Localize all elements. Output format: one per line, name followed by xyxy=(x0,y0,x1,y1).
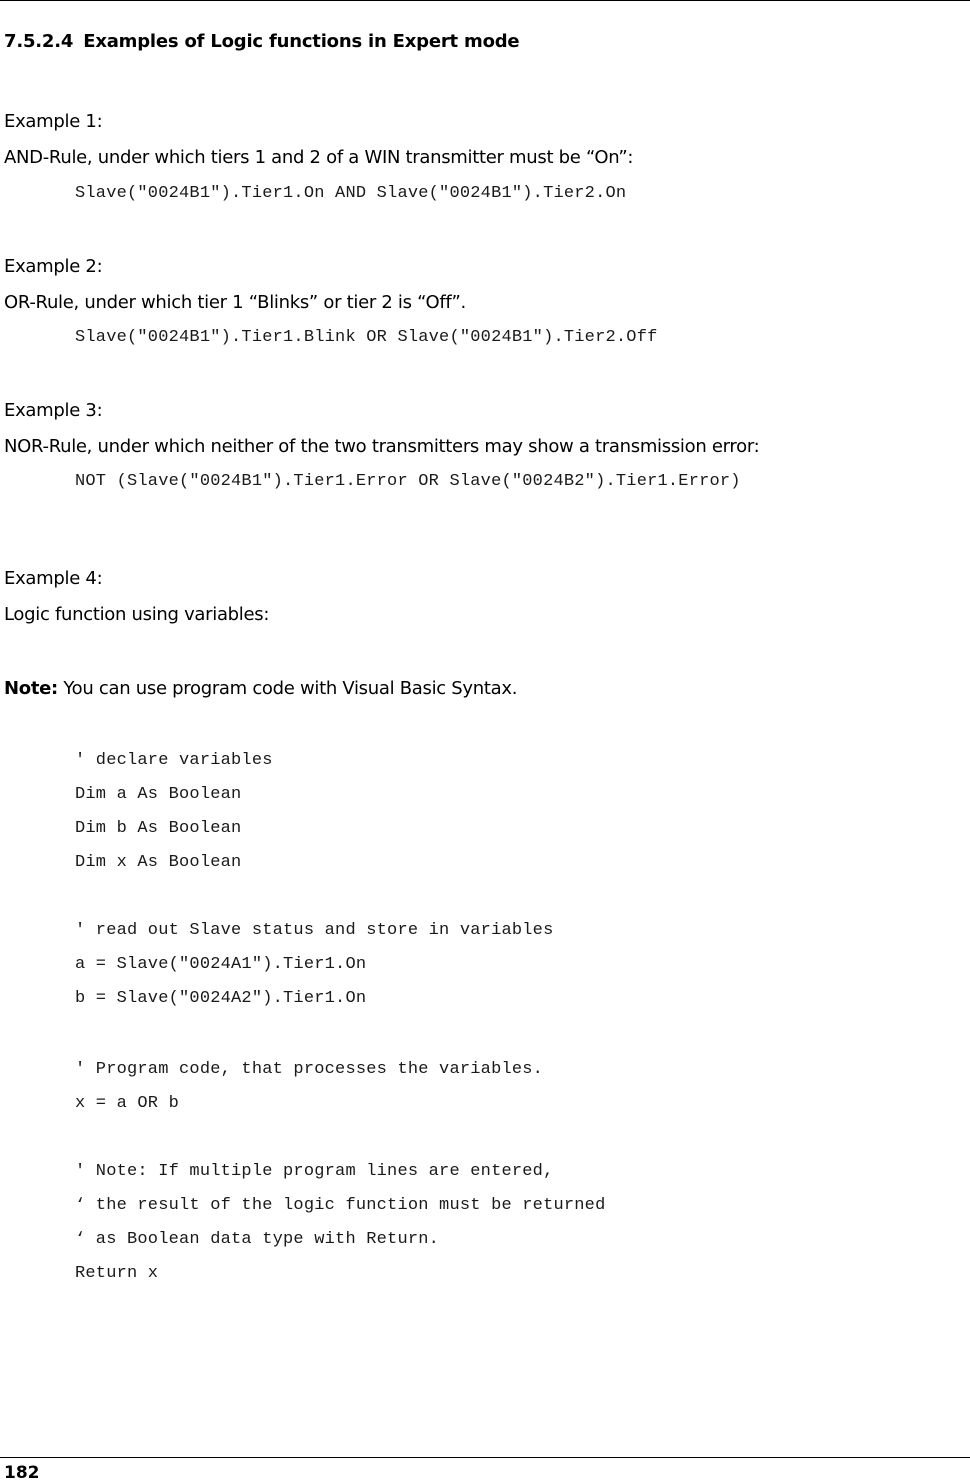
example-3-code: NOT (Slave("0024B1").Tier1.Error OR Slave("0024B2").Tier1.Error) xyxy=(75,472,741,491)
code-line: a = Slave("0024A1").Tier1.On xyxy=(75,955,367,974)
example-2-code: Slave("0024B1").Tier1.Blink OR Slave("0024B1").Tier2.Off xyxy=(75,328,658,347)
example-2-label: Example 2: xyxy=(4,256,103,277)
bottom-rule xyxy=(0,1457,970,1458)
note-text: You can use program code with Visual Basic Syntax. xyxy=(57,678,518,699)
code-line: x = a OR b xyxy=(75,1094,180,1113)
example-4-description: Logic function using variables: xyxy=(4,604,270,625)
example-3-description: NOR-Rule, under which neither of the two transmitters may show a transmission error: xyxy=(4,436,760,457)
code-line: ' read out Slave status and store in variables xyxy=(75,921,554,940)
code-line: ' Note: If multiple program lines are entered, xyxy=(75,1162,554,1181)
section-heading xyxy=(4,31,519,52)
top-rule xyxy=(0,0,970,1)
code-line: ‘ the result of the logic function must be returned xyxy=(75,1196,606,1215)
example-4-label: Example 4: xyxy=(4,568,103,589)
page-number: 182 xyxy=(4,1463,40,1483)
code-line: Dim x As Boolean xyxy=(75,853,242,872)
section-number: 7.5.2.4 xyxy=(4,31,74,52)
example-2-description: OR-Rule, under which tier 1 “Blinks” or tier 2 is “Off”. xyxy=(4,292,466,313)
code-line: ' Program code, that processes the variables. xyxy=(75,1060,544,1079)
note-label: Note: xyxy=(4,678,58,699)
note-paragraph xyxy=(4,678,517,699)
example-1-label: Example 1: xyxy=(4,111,103,132)
code-line: ‘ as Boolean data type with Return. xyxy=(75,1230,440,1249)
code-line: Return x xyxy=(75,1264,159,1283)
example-1-description: AND-Rule, under which tiers 1 and 2 of a WIN transmitter must be “On”: xyxy=(4,147,634,168)
example-1-code: Slave("0024B1").Tier1.On AND Slave("0024B1").Tier2.On xyxy=(75,184,627,203)
section-title: Examples of Logic functions in Expert mode xyxy=(83,31,520,52)
code-line: Dim b As Boolean xyxy=(75,819,242,838)
code-line: b = Slave("0024A2").Tier1.On xyxy=(75,989,367,1008)
example-3-label: Example 3: xyxy=(4,400,103,421)
code-line: Dim a As Boolean xyxy=(75,785,242,804)
code-line: ' declare variables xyxy=(75,751,273,770)
